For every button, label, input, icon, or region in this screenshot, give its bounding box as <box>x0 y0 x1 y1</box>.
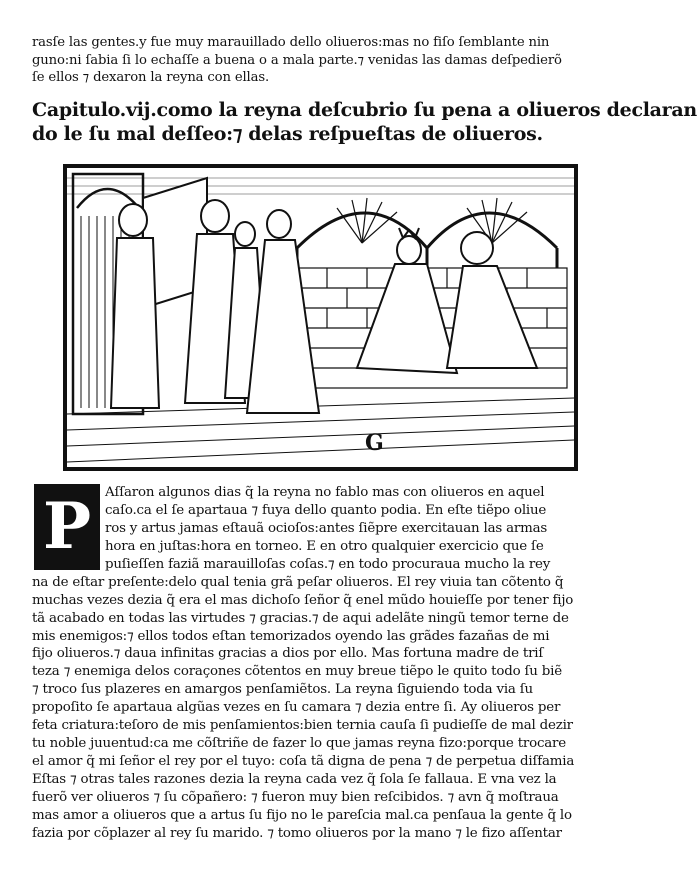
text-line: caſo.ca el ſe apartaua ⁊ fuya dello quanto podia. En eſte tiẽpo oliue <box>105 502 547 518</box>
text-line: na de eſtar preſente:delo qual tenia grã peſar oliueros. El rey viuia tan cõtento q̃ <box>32 574 564 590</box>
body-text <box>32 484 600 843</box>
decorated-initial <box>34 484 100 570</box>
text-line: mis enemigos:⁊ ellos todos eſtan temorizados oyendo las grãdes fazañas de mi <box>32 628 550 644</box>
chapter-heading <box>32 98 697 146</box>
text-line: ſe ellos ⁊ dexaron la reyna con ellas. <box>32 70 269 86</box>
arches <box>297 198 557 268</box>
text-line: fijo oliueros.⁊ daua infinitas gracias a dios por ello. Mas fortuna madre de triſ <box>32 646 544 662</box>
woodcut-illustration <box>63 164 578 471</box>
woodcut-scene <box>67 168 574 467</box>
text-line: muchas vezes dezia q̃ era el mas dichoſo ſeñor q̃ enel mũdo houieſſe por tener fijo <box>32 592 574 608</box>
text-line: propoſito ſe apartaua algũas vezes en ſu camara ⁊ dezia entre ſi. Ay oliueros per <box>32 700 561 716</box>
initial-letter: P <box>42 489 92 564</box>
text-line: fuerõ ver oliueros ⁊ ſu cõpañero: ⁊ fueron muy bien reſcibidos. ⁊ avn q̃ moſtraua <box>32 789 559 805</box>
text-line: guno:ni ſabia ſi lo echaſſe a buena o a mala parte.⁊ venidas las damas deſpedierõ <box>32 52 562 68</box>
text-line: Eſtas ⁊ otras tales razones dezia la reyna cada vez q̃ ſola ſe fallaua. E vna vez la <box>32 772 557 787</box>
text-line: hora en juſtas:hora en torneo. E en otro qualquier exercicio que ſe <box>105 538 544 554</box>
text-line: el amor q̃ mi ſeñor el rey por el tuyo: coſa tã digna de pena ⁊ de perpetua diſfamia <box>32 754 575 770</box>
text-line: ⁊ troco ſus plazeres en amargos penſamiẽtos. La reyna ſiguiendo toda via ſu <box>32 682 533 698</box>
text-line: feta criatura:teſoro de mis penſamientos:bien ternia cauſa ſi pudieſſe de mal dezir <box>32 718 573 734</box>
queen-and-oliueros <box>357 228 537 373</box>
continuation-text <box>32 34 602 87</box>
chapter-heading-line: Capitulo.vij.como la reyna deſcubrio ſu pena a oliueros declaran <box>32 99 697 121</box>
text-line: tã acabado en todas las virtudes ⁊ gracias.⁊ de aqui adelãte ningũ temor terne de <box>32 610 569 626</box>
standing-figures <box>111 200 319 413</box>
text-line: puſieſſen faziã marauilloſas coſas.⁊ en todo procuraua mucho la rey <box>105 556 551 572</box>
text-line: mas amor a oliueros que a artus ſu fijo no le pareſcia mal.ca penſaua la gente q̃ lo <box>32 807 572 823</box>
text-line: tu noble juuentud:ca me cõſtriñe de fazer lo que jamas reyna fizo:porque trocare <box>32 736 566 752</box>
chapter-heading-line: do le ſu mal deſſeo:⁊ delas reſpueſtas de oliueros. <box>32 123 543 145</box>
text-line: fazia por cõplazer al rey ſu marido. ⁊ tomo oliueros por la mano ⁊ le fizo aſſentar <box>32 825 562 841</box>
text-line: ros y artus jamas eſtauã ocioſos:antes ſiẽpre exercitauan las armas <box>105 520 548 536</box>
text-line: rasſe las gentes.y fue muy marauillado dello oliueros:mas no fiſo ſemblante nin <box>32 35 550 50</box>
woodcut-letter: G <box>365 430 384 456</box>
text-line: teza ⁊ enemiga delos coraçones cõtentos en muy breue tiẽpo le quito todo ſu biẽ <box>32 664 562 680</box>
text-line: Aſſaron algunos dias q̃ la reyna no fablo mas con oliueros en aquel <box>105 485 545 500</box>
